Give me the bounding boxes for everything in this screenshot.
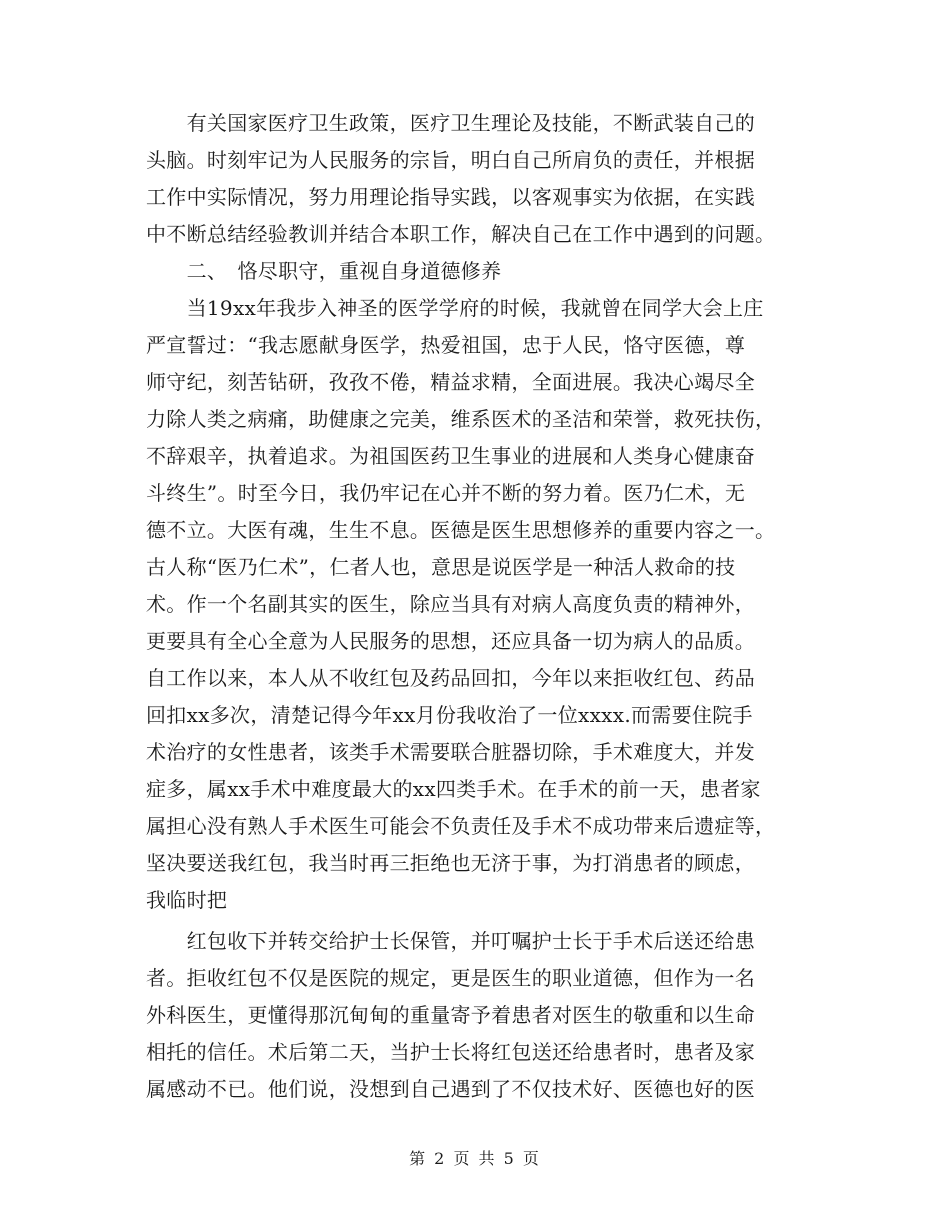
text-line: 外科医生，更懂得那沉甸甸的重量寄予着患者对医生的敬重和以生命 — [146, 1003, 755, 1027]
text-line: 我临时把 — [146, 888, 228, 912]
text-line: 属感动不已。他们说，没想到自己遇到了不仅技术好、医德也好的医 — [146, 1077, 755, 1101]
text-line: 相托的信任。术后第二天，当护士长将红包送还给患者时，患者及家 — [146, 1040, 755, 1064]
text-line: 头脑。时刻牢记为人民服务的宗旨，明白自己所肩负的责任，并根据 — [146, 148, 755, 172]
text-line: 坚决要送我红包，我当时再三拒绝也无济于事，为打消患者的顾虑， — [146, 851, 755, 875]
text-line: 回扣xx多次，清楚记得今年xx月份我收治了一位xxxx.而需要住院手 — [146, 703, 753, 727]
text-line: 不辞艰辛，执着追求。为祖国医药卫生事业的进展和人类身心健康奋 — [146, 444, 755, 468]
text-line: 工作中实际情况，努力用理论指导实践，以客观事实为依据，在实践 — [146, 185, 755, 209]
text-line: 症多，属xx手术中难度最大的xx四类手术。在手术的前一天，患者家 — [146, 777, 761, 801]
text-line: 当19xx年我步入神圣的医学学府的时候，我就曾在同学大会上庄 — [146, 296, 764, 320]
text-line: 属担心没有熟人手术医生可能会不负责任及手术不成功带来后遗症等， — [146, 814, 776, 838]
text-line: 更要具有全心全意为人民服务的思想，还应具备一切为病人的品质。 — [146, 629, 755, 653]
text-line: 师守纪，刻苦钻研，孜孜不倦，精益求精，全面进展。我决心竭尽全 — [146, 370, 755, 394]
text-line: 斗终生”。时至今日，我仍牢记在心并不断的努力着。医乃仁术，无 — [146, 481, 746, 505]
text-line: 术。作一个名副其实的医生，除应当具有对病人高度负责的精神外， — [146, 592, 755, 616]
text-line: 红包收下并转交给护士长保管，并叮嘱护士长于手术后送还给患 — [146, 929, 755, 953]
text-line: 术治疗的女性患者，该类手术需要联合脏器切除，手术难度大，并发 — [146, 740, 755, 764]
text-line: 者。拒收红包不仅是医院的规定，更是医生的职业道德，但作为一名 — [146, 966, 755, 990]
text-line: 德不立。大医有魂，生生不息。医德是医生思想修养的重要内容之一。 — [146, 518, 776, 542]
text-line: 自工作以来，本人从不收红包及药品回扣，今年以来拒收红包、药品 — [146, 666, 755, 690]
text-line: 力除人类之病痛，助健康之完美，维系医术的圣洁和荣誉，救死扶伤， — [146, 407, 776, 431]
text-line: 严宣誓过：“我志愿献身医学，热爱祖国，忠于人民，恪守医德，尊 — [146, 333, 746, 357]
text-line: 古人称“医乃仁术”，仁者人也，意思是说医学是一种活人救命的技 — [146, 555, 736, 579]
text-line: 有关国家医疗卫生政策，医疗卫生理论及技能，不断武装自己的 — [146, 111, 755, 135]
page-number-footer: 第 2 页 共 5 页 — [409, 1149, 541, 1168]
section-heading: 二、 恪尽职守，重视自身道德修养 — [146, 259, 502, 283]
text-line: 中不断总结经验教训并结合本职工作，解决自己在工作中遇到的问题。 — [146, 222, 776, 246]
